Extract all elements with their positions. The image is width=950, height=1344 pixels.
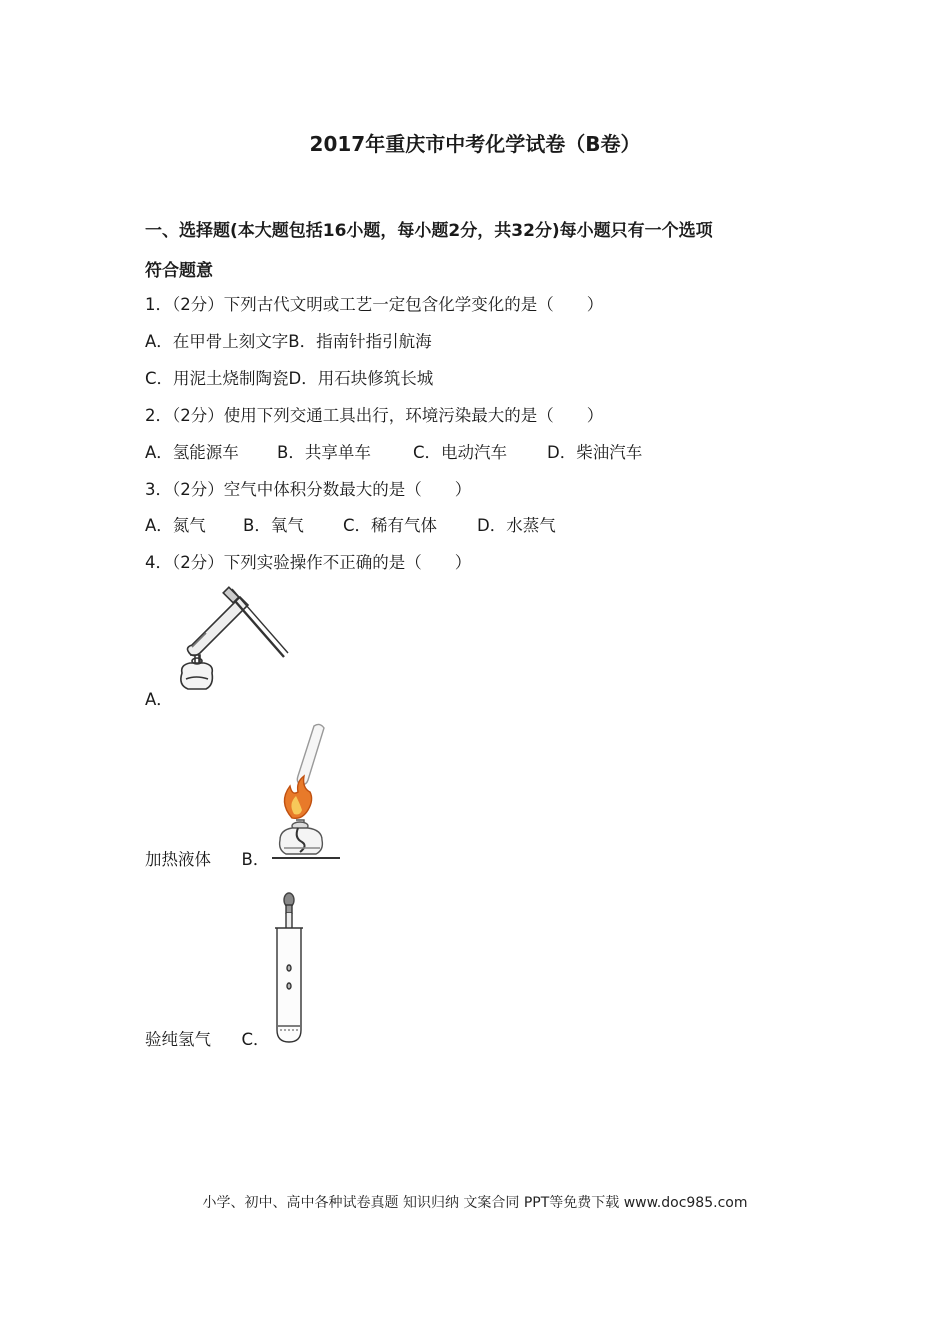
question-1-option-c[interactable]: C．用泥土烧制陶瓷 (145, 369, 289, 388)
question-3-option-d[interactable]: D．水蒸气 (477, 516, 556, 535)
question-2-option-b[interactable]: B．共享单车 (277, 443, 371, 462)
question-4-stem: 4．（2分）下列实验操作不正确的是（ ） (145, 553, 472, 572)
section-heading-line1: 一、选择题(本大题包括16小题，每小题2分，共32分)每小题只有一个选项 (145, 221, 713, 241)
question-2-option-a[interactable]: A．氢能源车 (145, 443, 239, 462)
hydrogen-purity-test-figure (270, 722, 342, 860)
question-2-option-c[interactable]: C．电动汽车 (413, 443, 508, 462)
question-1-option-d[interactable]: D．用石块修筑长城 (288, 369, 434, 388)
question-1-option-b[interactable]: B．指南针指引航海 (288, 332, 432, 351)
question-3-options (145, 512, 556, 536)
question-4-option-c-letter: C． (241, 1030, 270, 1049)
question-4-option-a[interactable] (145, 686, 173, 710)
section-heading-line2: 符合题意 (145, 261, 213, 281)
question-3-stem: 3．（2分）空气中体积分数最大的是（ ） (145, 480, 472, 499)
question-4-option-a-caption: 加热液体 (145, 850, 211, 869)
question-3-option-b[interactable]: B．氧气 (243, 516, 304, 535)
dropper-test-tube-figure (270, 890, 310, 1046)
question-4-option-b-letter: B． (241, 850, 270, 869)
question-1-options-row-2 (145, 365, 433, 389)
question-4-option-b-caption: 验纯氢气 (145, 1030, 211, 1049)
question-4-option-c[interactable] (145, 1026, 270, 1050)
question-1-option-a[interactable]: A．在甲骨上刻文字 (145, 332, 289, 351)
question-3-option-a[interactable]: A．氮气 (145, 516, 206, 535)
question-4-option-b[interactable] (145, 846, 269, 870)
question-1-options-row-1 (145, 328, 432, 352)
question-4-option-a-letter: A． (145, 690, 173, 709)
question-2-option-d[interactable]: D．柴油汽车 (547, 443, 643, 462)
question-2-stem: 2．（2分）使用下列交通工具出行，环境污染最大的是（ ） (145, 406, 604, 425)
question-2-options (145, 439, 642, 463)
page-title: 2017年重庆市中考化学试卷（B卷） (309, 132, 641, 156)
question-1-stem: 1．（2分）下列古代文明或工艺一定包含化学变化的是（ ） (145, 295, 604, 314)
question-3-option-c[interactable]: C．稀有气体 (343, 516, 438, 535)
footer-text: 小学、初中、高中各种试卷真题 知识归纳 文案合同 PPT等免费下载 www.doc985.com (202, 1195, 748, 1211)
heating-liquid-figure (170, 585, 290, 697)
